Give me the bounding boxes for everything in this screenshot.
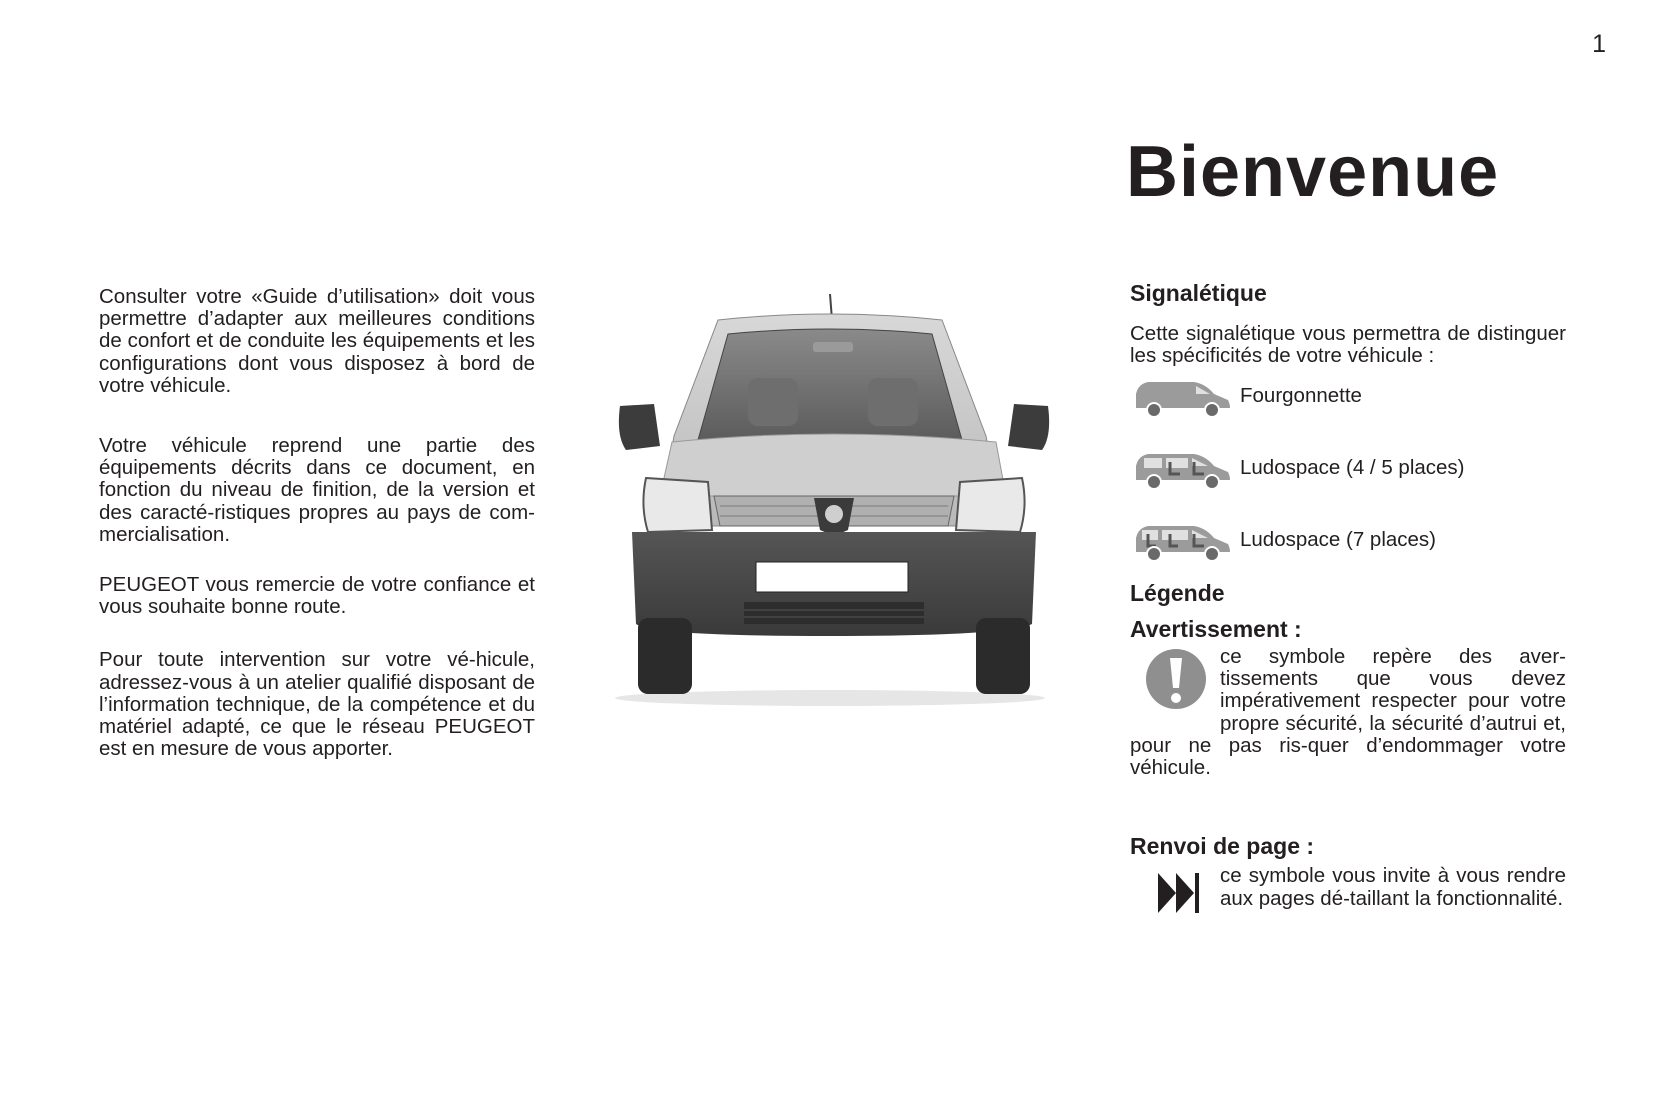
warning-exclamation-icon [1130, 646, 1220, 716]
page-number: 1 [1592, 30, 1606, 58]
warning-legend [1130, 646, 1566, 779]
vehicle-type-row [1130, 370, 1566, 422]
warning-text: ce symbole repère des aver-tissements que vous devez impérativement respecter pour votre propre sécurité, la sécurité d’autrui et, pour ne pas ris-quer d’endommager votre véhicule. [1130, 645, 1566, 780]
warning-heading: Avertissement : [1130, 615, 1302, 642]
peugeot-partner-front-image [608, 286, 1060, 706]
page-title: Bienvenue [1126, 132, 1500, 212]
page-ref-text: ce symbole vous invite à vous rendre aux pages dé-taillant la fonctionnalité. [1220, 864, 1566, 910]
vehicle-type-row [1130, 514, 1566, 566]
legende-heading: Légende [1130, 579, 1225, 606]
ludospace-5-icon [1130, 442, 1240, 494]
intro-paragraph: Consulter votre «Guide d’utilisation» doit vous permettre d’adapter aux meilleures conditions de confort et de conduite les équipements et les configurations dont vous disposez à bord de votre véhicule. [99, 285, 535, 397]
van-icon [1130, 370, 1240, 422]
page-ref-legend [1130, 865, 1566, 909]
vehicle-type-row [1130, 442, 1566, 494]
intro-paragraph: PEUGEOT vous remercie de votre confiance et vous souhaite bonne route. [99, 573, 535, 619]
intro-column [99, 286, 535, 800]
vehicle-type-label: Ludospace (7 places) [1240, 527, 1437, 551]
signaletique-heading: Signalétique [1130, 280, 1267, 306]
page-reference-arrows-icon [1130, 865, 1220, 925]
signaletique-intro: Cette signalétique vous permettra de distinguer les spécificités de votre véhicule : [1130, 322, 1566, 368]
legend-column [1130, 282, 1566, 925]
vehicle-type-label: Fourgonnette [1240, 383, 1362, 407]
intro-paragraph: Pour toute intervention sur votre vé-hicule, adressez-vous à un atelier qualifié disposant de l’information technique, de la compétence et du matériel adapté, ce que le réseau PEUGEOT est en mesure de vous apporter. [99, 648, 535, 761]
intro-paragraph: Votre véhicule reprend une partie des équipements décrits dans ce document, en fonction du niveau de finition, de la version et des caracté-ristiques propres au pays de com-mercialisation. [99, 434, 535, 546]
ludospace-7-icon [1130, 514, 1240, 566]
page-ref-heading: Renvoi de page : [1130, 833, 1315, 860]
vehicle-type-label: Ludospace (4 / 5 places) [1240, 455, 1465, 479]
